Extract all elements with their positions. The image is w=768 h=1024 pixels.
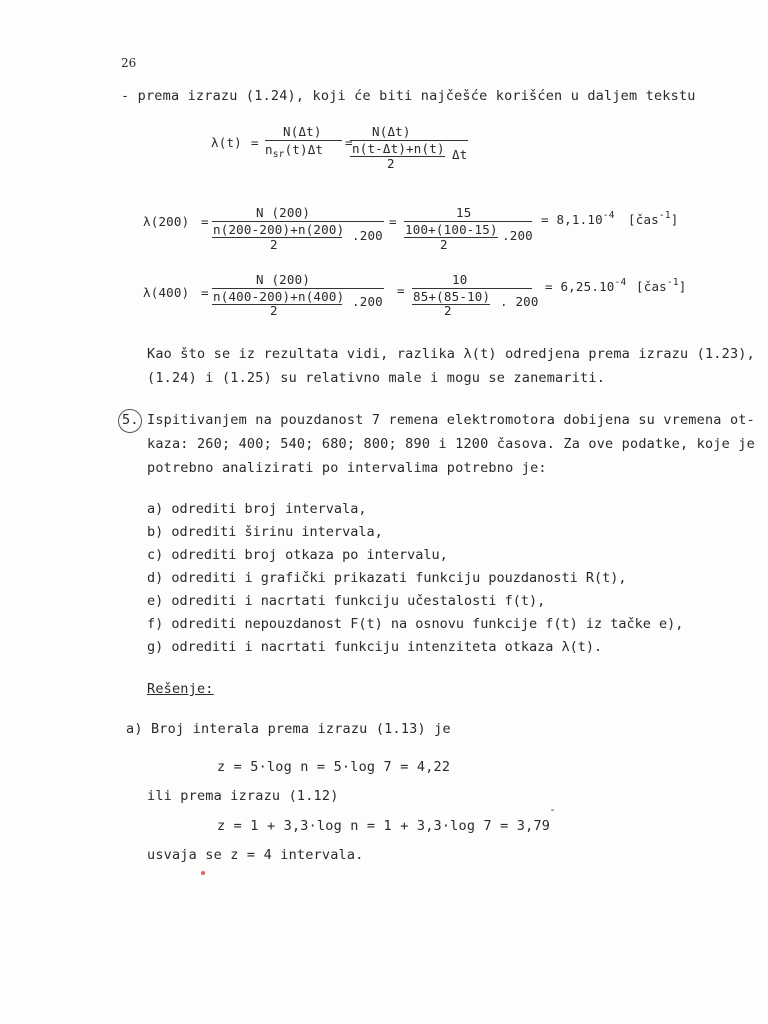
formula-result: = $8,1.10^{-4}$ — [541, 210, 615, 227]
formula-inner-num1: n(400-200)+n(400) — [213, 289, 345, 304]
problem-number: 5. — [122, 412, 139, 428]
formula-eq: = — [201, 285, 209, 300]
formula-eq: = — [251, 135, 259, 150]
formula-num2: 10 — [452, 272, 468, 287]
formula-unit: [čas$^{-1}$] — [636, 277, 687, 294]
formula-unit: [čas$^{-1}$] — [628, 210, 679, 227]
formula-eq2: = — [397, 283, 405, 298]
formula-frac2-num: N(Δt) — [372, 124, 411, 139]
formula-eq2: = — [345, 135, 353, 150]
task-item: d) odrediti i grafički prikazati funkciju pouzdanosti R(t), — [147, 570, 627, 586]
formula-inner-num2: 85+(85-10) — [413, 289, 491, 304]
formula-result: = $6,25.10^{-4}$ — [545, 277, 627, 294]
problem-line: Ispitivanjem na pouzdanost 7 remena elektromotora dobijena su vremena ot- — [147, 412, 755, 428]
ink-mark-blue — [551, 809, 554, 811]
formula-inner-den1: 2 — [270, 303, 278, 318]
formula-tail2: . 200 — [500, 294, 539, 309]
fraction-bar — [350, 156, 445, 157]
formula-lhs: λ(200) — [143, 214, 190, 229]
formula-inner-den1: 2 — [270, 237, 278, 252]
formula-inner-num2: 100+(100-15) — [405, 222, 498, 237]
formula-frac2-inner-num: n(t-Δt)+n(t) — [352, 141, 445, 156]
task-item: a) odrediti broj intervala, — [147, 501, 367, 517]
formula-inner-num1: n(200-200)+n(200) — [213, 222, 345, 237]
formula-eq2: = — [389, 214, 397, 229]
conclusion-line: Kao što se iz rezultata vidi, razlika λ(t) odredjena prema izrazu (1.23), — [147, 346, 755, 362]
formula-num1: N (200) — [256, 272, 311, 287]
page-number: 26 — [121, 56, 137, 70]
fraction-bar — [265, 140, 342, 141]
task-item: f) odrediti nepouzdanost F(t) na osnovu funkcije f(t) iz tačke e), — [147, 616, 684, 632]
solution-equation-1: z = 5·log n = 5·log 7 = 4,22 — [217, 759, 451, 775]
formula-inner-den2: 2 — [440, 237, 448, 252]
formula-num1: N (200) — [256, 205, 311, 220]
solution-or-line: ili prema izrazu (1.12) — [147, 788, 339, 804]
formula-frac2-tail: Δt — [452, 147, 468, 162]
formula-tail1: .200 — [352, 228, 383, 243]
formula-lhs: λ(400) — [143, 285, 190, 300]
formula-frac1-num: N(Δt) — [283, 124, 322, 139]
formula-num2: 15 — [456, 205, 472, 220]
task-item: e) odrediti i nacrtati funkciju učestalosti f(t), — [147, 593, 546, 609]
task-item: b) odrediti širinu intervala, — [147, 524, 383, 540]
ink-mark-red — [201, 871, 205, 875]
problem-line: potrebno analizirati po intervalima potrebno je: — [147, 460, 547, 476]
formula-lhs: λ(t) — [211, 135, 242, 150]
formula-tail1: .200 — [352, 294, 383, 309]
formula-frac1-den: $n_{sr}(t)\Delta t$ — [265, 142, 324, 160]
fraction-bar — [404, 237, 498, 238]
formula-eq: = — [201, 214, 209, 229]
solution-adopt-line: usvaja se z = 4 intervala. — [147, 847, 364, 863]
intro-line: - prema izrazu (1.24), koji će biti najčešće korišćen u daljem tekstu — [121, 88, 696, 104]
solution-equation-2: z = 1 + 3,3·log n = 1 + 3,3·log 7 = 3,79 — [217, 818, 551, 834]
task-item: g) odrediti i nacrtati funkciju intenziteta otkaza λ(t). — [147, 639, 603, 655]
task-item: c) odrediti broj otkaza po intervalu, — [147, 547, 448, 563]
problem-line: kaza: 260; 400; 540; 680; 800; 890 i 1200 časova. Za ove podatke, koje je — [147, 436, 755, 452]
formula-inner-den2: 2 — [444, 303, 452, 318]
formula-frac2-inner-den: 2 — [387, 156, 395, 171]
conclusion-line: (1.24) i (1.25) su relativno male i mogu se zanemariti. — [147, 370, 606, 386]
solution-heading: Rešenje: — [147, 681, 214, 697]
formula-tail2: .200 — [502, 228, 533, 243]
solution-a-line: a) Broj interala prema izrazu (1.13) je — [126, 721, 451, 737]
